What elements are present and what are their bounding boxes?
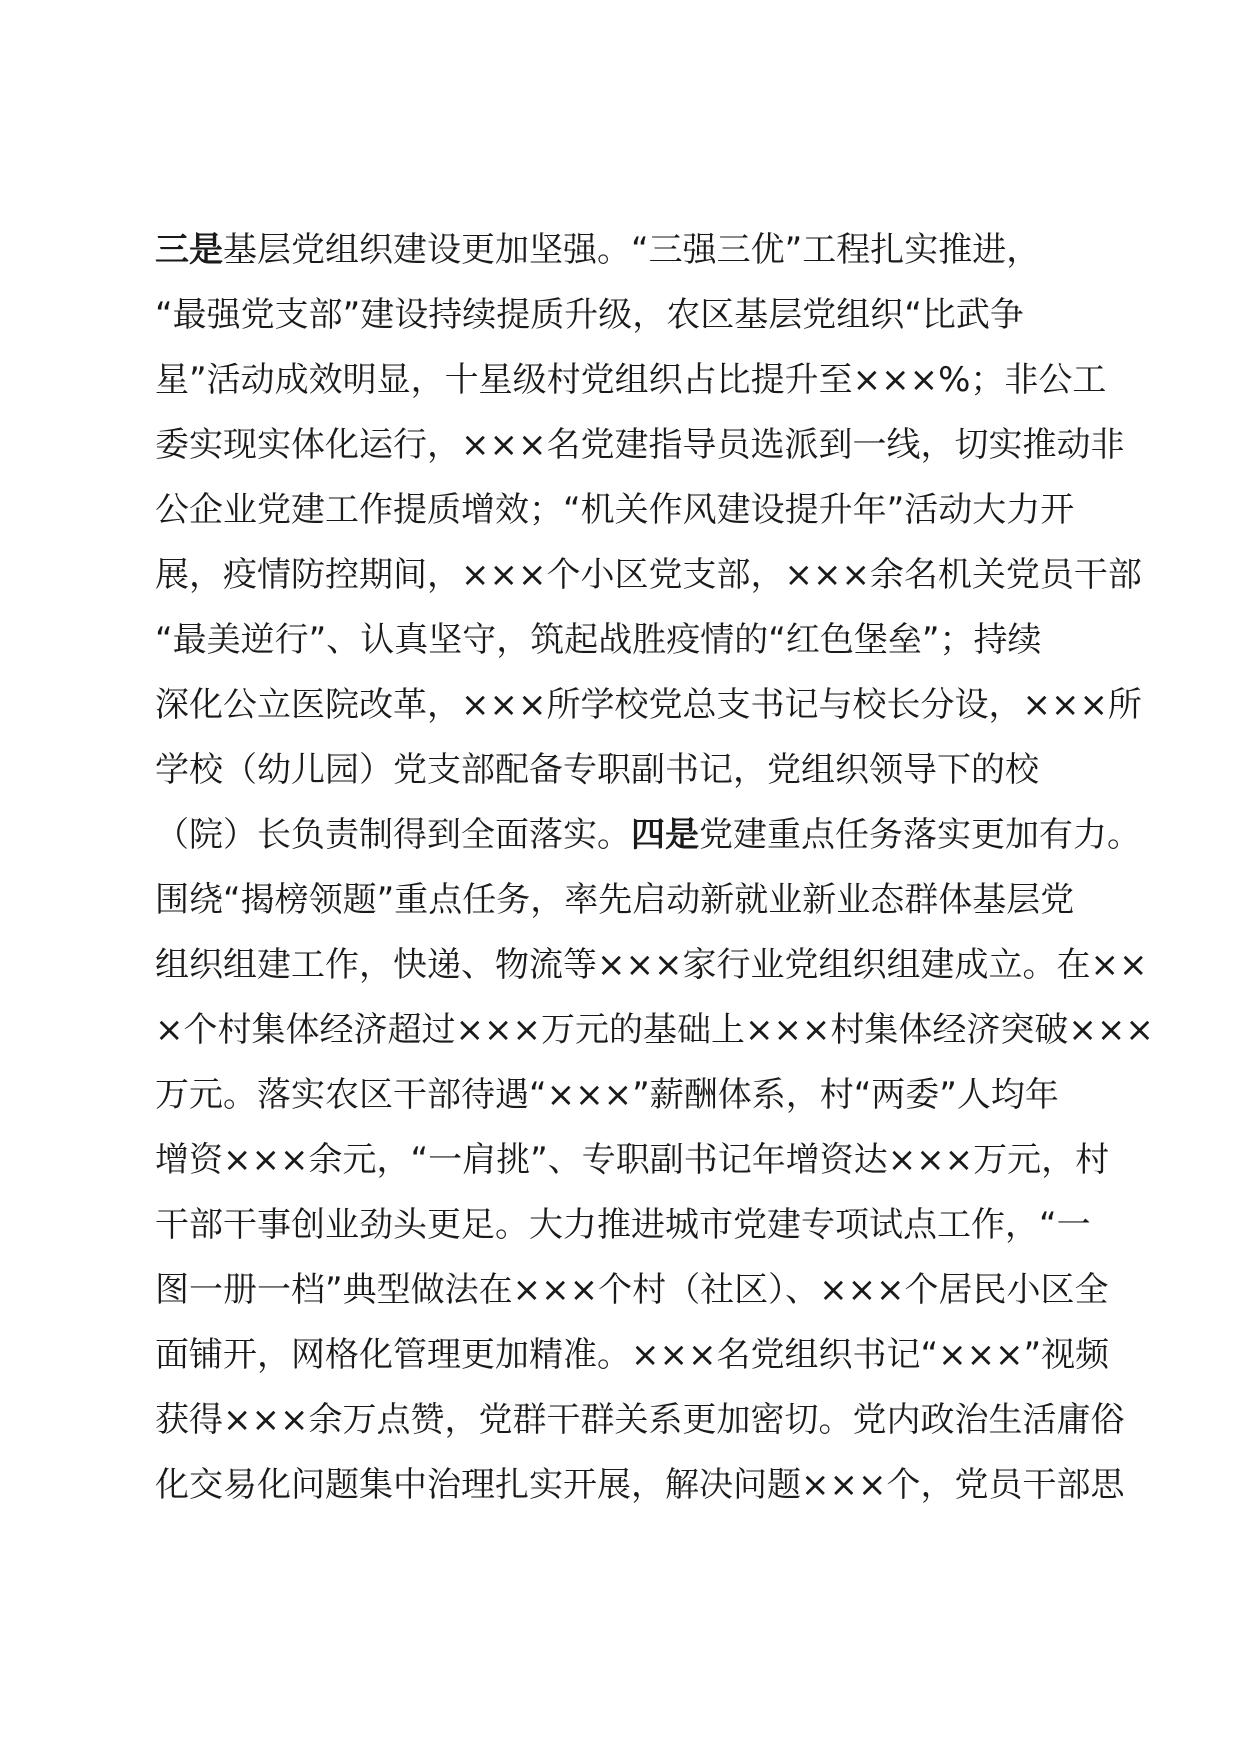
text-line bbox=[155, 1258, 1109, 1323]
line-text: 深化公立医院改革，×××所学校党总支书记与校长分设，×××所 bbox=[155, 685, 1142, 725]
text-line bbox=[155, 413, 1125, 478]
lead-bold-text: 三是 bbox=[155, 230, 223, 270]
line-text: 万元。落实农区干部待遇“×××”薪酬体系，村“两委”人均年 bbox=[155, 1075, 1059, 1115]
line-text: 公企业党建工作提质增效；“机关作风建设提升年”活动大力开 bbox=[155, 490, 1075, 530]
text-line bbox=[155, 1193, 1095, 1258]
text-line bbox=[155, 608, 1095, 673]
line-text: “最美逆行”、认真坚守，筑起战胜疫情的“红色堡垒”；持续 bbox=[155, 620, 1042, 660]
line-text: 图一册一档”典型做法在×××个村（社区）、×××个居民小区全 bbox=[155, 1270, 1109, 1310]
line-text: 增资×××余元，“一肩挑”、专职副书记年增资达×××万元，村 bbox=[155, 1140, 1110, 1180]
text-line bbox=[155, 998, 1154, 1063]
line-text: ×个村集体经济超过×××万元的基础上×××村集体经济突破××× bbox=[155, 1010, 1154, 1050]
text-line bbox=[155, 933, 1148, 998]
line-text: 干部干事创业劲头更足。大力推进城市党建专项试点工作，“一 bbox=[155, 1205, 1091, 1245]
line-text: 化交易化问题集中治理扎实开展，解决问题×××个，党员干部思 bbox=[155, 1465, 1125, 1505]
tail-text: 党建重点任务落实更加有力。 bbox=[699, 815, 1141, 855]
text-line bbox=[155, 1388, 1125, 1453]
line-text: “最强党支部”建设持续提质升级，农区基层党组织“比武争 bbox=[155, 295, 1024, 335]
text-line bbox=[155, 738, 1095, 803]
line-text: 星”活动成效明显，十星级村党组织占比提升至×××%；非公工 bbox=[155, 360, 1107, 400]
text-line bbox=[155, 283, 1095, 348]
line-text: 面铺开，网格化管理更加精准。×××名党组织书记“×××”视频 bbox=[155, 1335, 1110, 1375]
line-text: （院）长负责制得到全面落实。 bbox=[155, 815, 631, 855]
text-line bbox=[155, 1063, 1095, 1128]
text-line bbox=[155, 218, 1095, 283]
line-text: 获得×××余万点赞，党群干群关系更加密切。党内政治生活庸俗 bbox=[155, 1400, 1125, 1440]
line-text: 组织组建工作，快递、物流等×××家行业党组织组建成立。在×× bbox=[155, 945, 1148, 985]
text-line bbox=[155, 1323, 1110, 1388]
text-line bbox=[155, 1453, 1125, 1518]
line-text: 围绕“揭榜领题”重点任务，率先启动新就业新业态群体基层党 bbox=[155, 880, 1075, 920]
line-text: 基层党组织建设更加坚强。“三强三优”工程扎实推进， bbox=[223, 230, 1041, 270]
text-line bbox=[155, 868, 1095, 933]
line-text: 委实现实体化运行，×××名党建指导员选派到一线，切实推动非 bbox=[155, 425, 1125, 465]
tail-bold-text: 四是 bbox=[631, 815, 699, 855]
text-line bbox=[155, 1128, 1110, 1193]
line-text: 展，疫情防控期间，×××个小区党支部，×××余名机关党员干部 bbox=[155, 555, 1142, 595]
line-text: 学校（幼儿园）党支部配备专职副书记，党组织领导下的校 bbox=[155, 750, 1039, 790]
text-line bbox=[155, 348, 1107, 413]
text-line bbox=[155, 673, 1142, 738]
text-line bbox=[155, 478, 1095, 543]
text-line bbox=[155, 803, 1141, 868]
body-paragraph bbox=[155, 218, 1154, 1518]
text-line bbox=[155, 543, 1142, 608]
